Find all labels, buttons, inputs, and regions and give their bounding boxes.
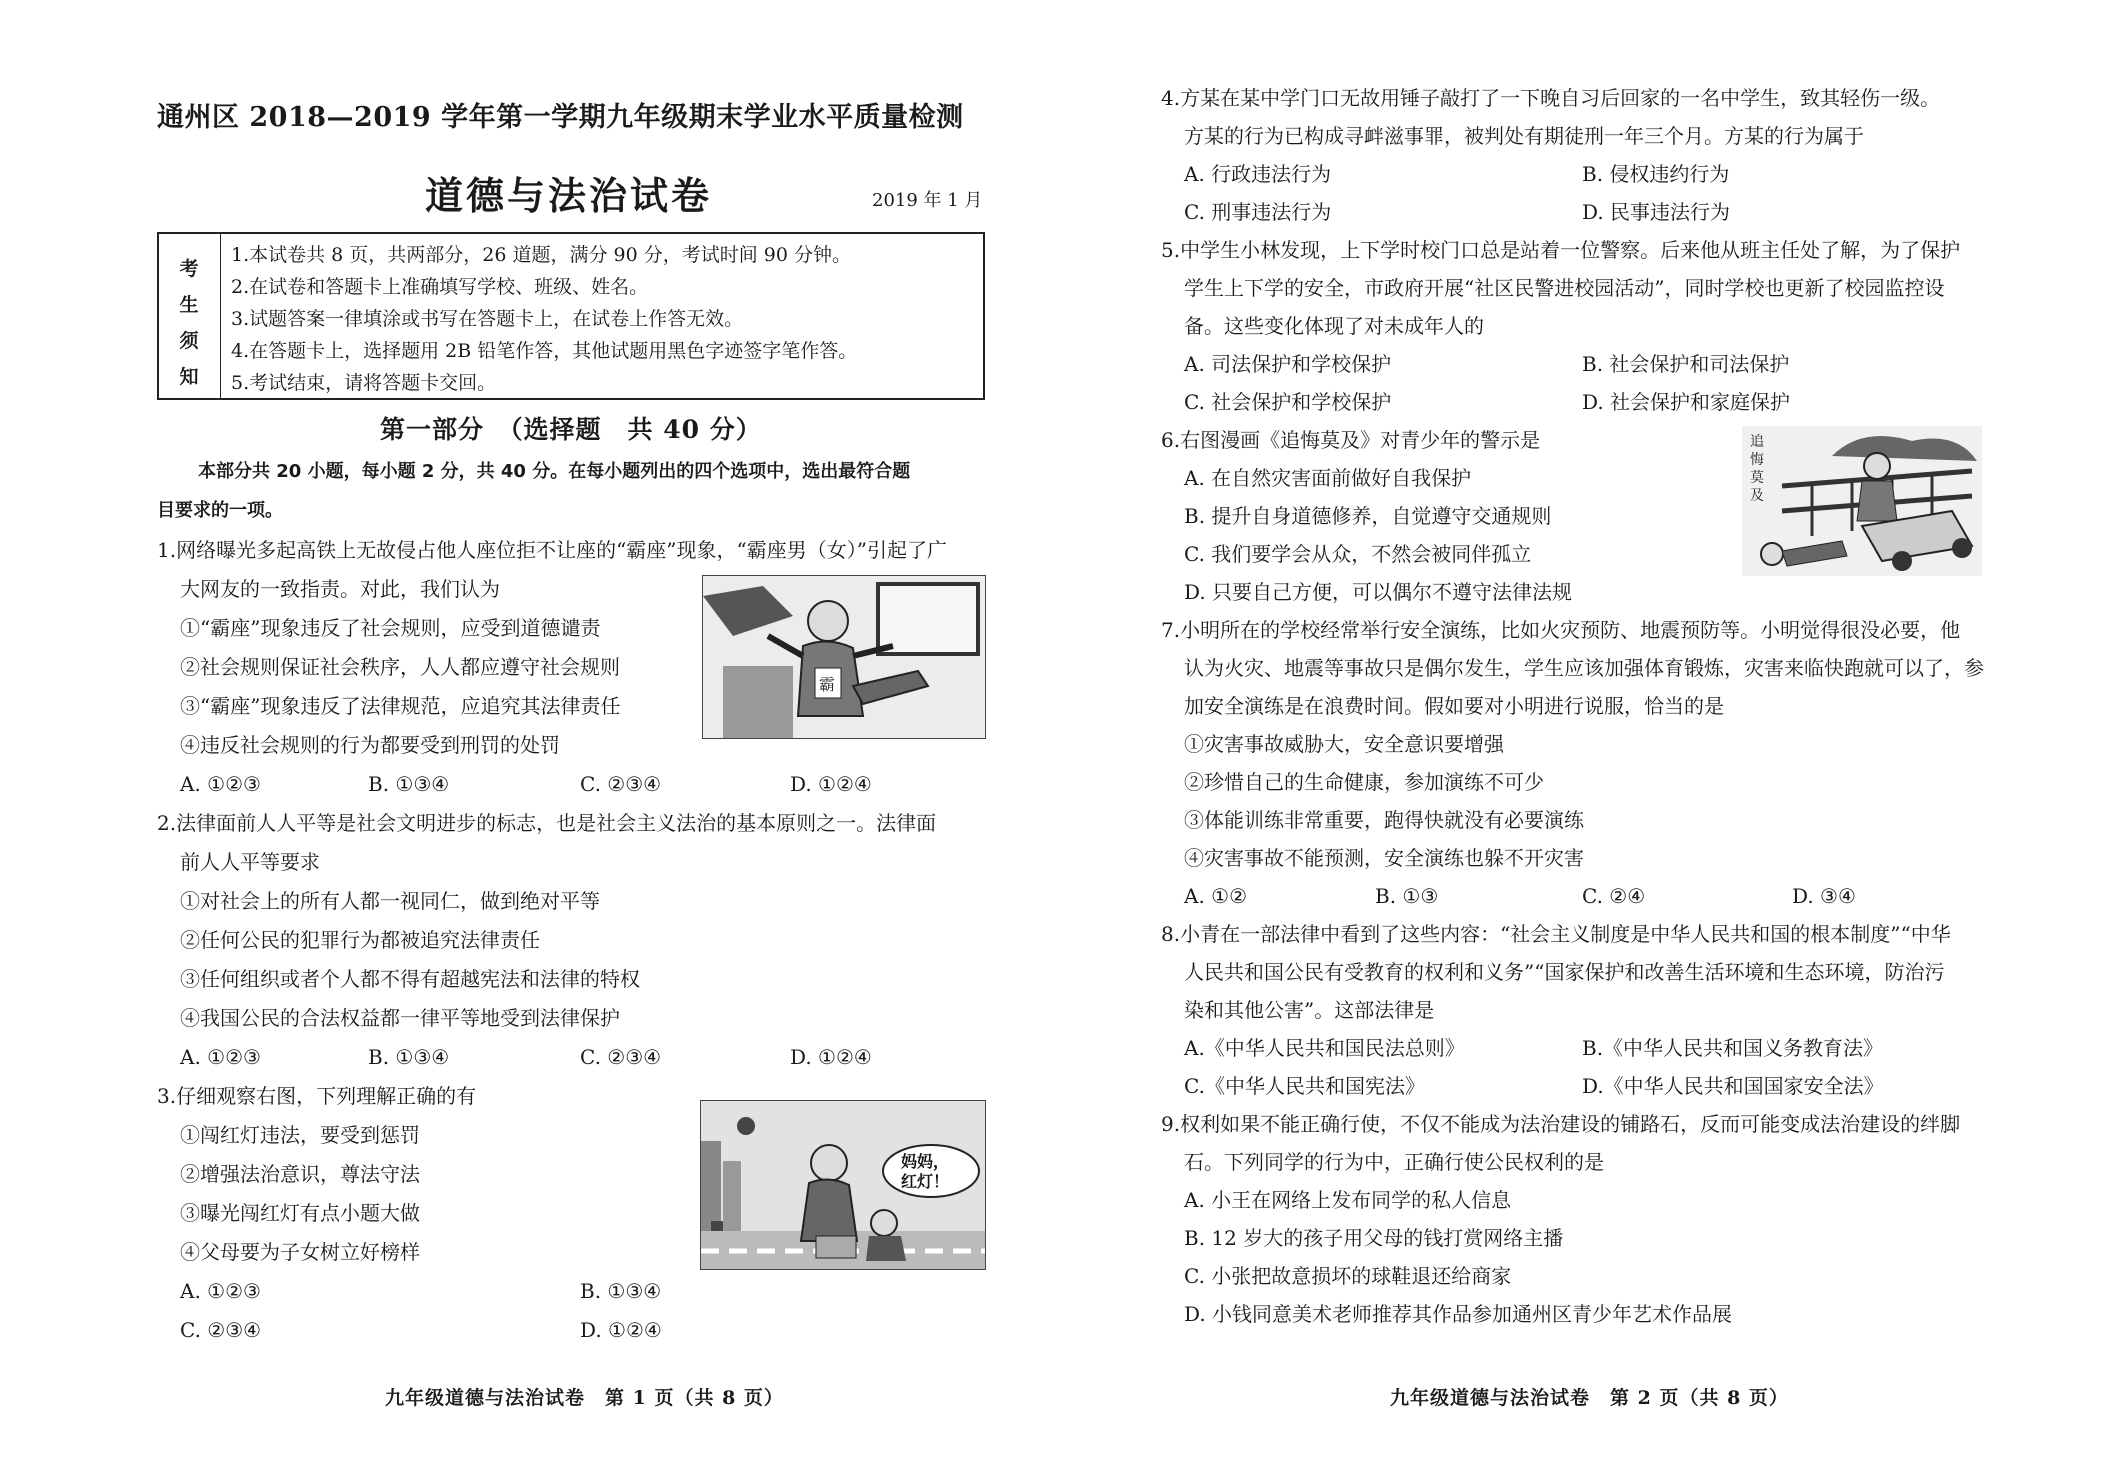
q5-stem: 5.中学生小林发现，上下学时校门口总是站着一位警察。后来他从班主任处了解，为了保护 bbox=[1161, 238, 1961, 262]
q2-stem-cont: 前人人平等要求 bbox=[180, 850, 320, 874]
regret-illustration bbox=[1742, 426, 1982, 576]
q7-statement-4: ④灾害事故不能预测，安全演练也躲不开灾害 bbox=[1184, 846, 1584, 870]
red-light-cartoon bbox=[700, 1100, 986, 1270]
q4-option-a[interactable]: A. 行政违法行为 bbox=[1184, 162, 1332, 186]
q7-stem-cont: 认为火灾、地震等事故只是偶尔发生，学生应该加强体育锻炼，灾害来临快跑就可以了，参 bbox=[1184, 656, 1984, 680]
q5-option-c[interactable]: C. 社会保护和学校保护 bbox=[1184, 390, 1392, 414]
q1-statement-2: ②社会规则保证社会秩序，人人都应遵守社会规则 bbox=[180, 655, 620, 679]
q1-stem: 1.网络曝光多起高铁上无故侵占他人座位拒不让座的“霸座”现象，“霸座男（女）”引起了广 bbox=[157, 538, 947, 562]
q3-statement-4: ④父母要为子女树立好榜样 bbox=[180, 1240, 420, 1264]
q8-stem-cont2: 染和其他公害”。这部法律是 bbox=[1184, 998, 1435, 1022]
q6-cartoon-caption bbox=[1750, 434, 1768, 504]
q4-option-d[interactable]: D. 民事违法行为 bbox=[1582, 200, 1731, 224]
q8-option-a[interactable]: A.《中华人民共和国民法总则》 bbox=[1184, 1036, 1465, 1060]
seat-hogging-illustration bbox=[703, 576, 985, 738]
q1-stem-cont: 大网友的一致指责。对此，我们认为 bbox=[180, 577, 500, 601]
q1-statement-1: ①“霸座”现象违反了社会规则，应受到道德谴责 bbox=[180, 616, 601, 640]
q6-stem: 6.右图漫画《追悔莫及》对青少年的警示是 bbox=[1161, 428, 1541, 452]
q2-option-c[interactable]: C. ②③④ bbox=[580, 1045, 662, 1069]
page-footer: 九年级道德与法治试卷 第 1 页（共 8 页） bbox=[385, 1387, 784, 1409]
q8-option-d[interactable]: D.《中华人民共和国国家安全法》 bbox=[1582, 1074, 1884, 1098]
q4-stem: 4.方某在某中学门口无故用锤子敲打了一下晚自习后回家的一名中学生，致其轻伤一级。 bbox=[1161, 86, 1941, 110]
q9-stem-cont: 石。下列同学的行为中，正确行使公民权利的是 bbox=[1184, 1150, 1604, 1174]
notice-box bbox=[157, 232, 985, 400]
q2-stem: 2.法律面前人人平等是社会文明进步的标志，也是社会主义法治的基本原则之一。法律面 bbox=[157, 811, 937, 835]
notice-item: 4.在答题卡上，选择题用 2B 铅笔作答，其他试题用黑色字迹签字笔作答。 bbox=[231, 340, 858, 362]
notice-item: 3.试题答案一律填涂或书写在答题卡上，在试卷上作答无效。 bbox=[231, 308, 744, 330]
q5-stem-cont: 学生上下学的安全，市政府开展“社区民警进校园活动”，同时学校也更新了校园监控设 bbox=[1184, 276, 1945, 300]
q8-stem-cont: 人民共和国公民有受教育的权利和义务”“国家保护和改善生活环境和生态环境，防治污 bbox=[1184, 960, 1945, 984]
q1-statement-4: ④违反社会规则的行为都要受到刑罚的处罚 bbox=[180, 733, 560, 757]
q2-statement-4: ④我国公民的合法权益都一律平等地受到法律保护 bbox=[180, 1006, 620, 1030]
q7-stem: 7.小明所在的学校经常举行安全演练，比如火灾预防、地震预防等。小明觉得很没必要，他 bbox=[1161, 618, 1961, 642]
q7-stem-cont2: 加安全演练是在浪费时间。假如要对小明进行说服，恰当的是 bbox=[1184, 694, 1724, 718]
q5-option-b[interactable]: B. 社会保护和司法保护 bbox=[1582, 352, 1790, 376]
q3-option-a[interactable]: A. ①②③ bbox=[180, 1279, 261, 1303]
q4-option-b[interactable]: B. 侵权违约行为 bbox=[1582, 162, 1730, 186]
q7-statement-1: ①灾害事故威胁大，安全意识要增强 bbox=[1184, 732, 1504, 756]
exam-header-title: 通州区 2018—2019 学年第一学期九年级期末学业水平质量检测 bbox=[157, 102, 964, 133]
q3-statement-3: ③曝光闯红灯有点小题大做 bbox=[180, 1201, 420, 1225]
q3-option-b[interactable]: B. ①③④ bbox=[580, 1279, 662, 1303]
q8-option-b[interactable]: B.《中华人民共和国义务教育法》 bbox=[1582, 1036, 1884, 1060]
exam-subject-title: 道德与法治试卷 bbox=[425, 173, 713, 218]
notice-item: 5.考试结束，请将答题卡交回。 bbox=[231, 372, 497, 394]
q1-option-c[interactable]: C. ②③④ bbox=[580, 772, 662, 796]
q2-option-d[interactable]: D. ①②④ bbox=[790, 1045, 872, 1069]
q9-option-a[interactable]: A. 小王在网络上发布同学的私人信息 bbox=[1184, 1188, 1512, 1212]
q1-option-b[interactable]: B. ①③④ bbox=[368, 772, 450, 796]
q8-stem: 8.小青在一部法律中看到了这些内容：“社会主义制度是中华人民共和国的根本制度”“中华 bbox=[1161, 922, 1951, 946]
q5-option-a[interactable]: A. 司法保护和学校保护 bbox=[1184, 352, 1392, 376]
notice-side-char: 考 bbox=[179, 258, 199, 280]
q6-option-a[interactable]: A. 在自然灾害面前做好自我保护 bbox=[1184, 466, 1472, 490]
q9-option-d[interactable]: D. 小钱同意美术老师推荐其作品参加通州区青少年艺术作品展 bbox=[1184, 1302, 1733, 1326]
q3-bubble-line1: 妈妈， bbox=[901, 1152, 950, 1171]
q9-option-b[interactable]: B. 12 岁大的孩子用父母的钱打赏网络主播 bbox=[1184, 1226, 1564, 1250]
page-footer: 九年级道德与法治试卷 第 2 页（共 8 页） bbox=[1390, 1387, 1789, 1409]
q2-statement-2: ②任何公民的犯罪行为都被追究法律责任 bbox=[180, 928, 540, 952]
caption-char: 及 bbox=[1750, 488, 1764, 504]
notice-item: 2.在试卷和答题卡上准确填写学校、班级、姓名。 bbox=[231, 276, 649, 298]
q3-bubble-line2: 红灯！ bbox=[901, 1172, 950, 1191]
q2-option-a[interactable]: A. ①②③ bbox=[180, 1045, 261, 1069]
q7-option-c[interactable]: C. ②④ bbox=[1582, 884, 1646, 908]
regret-cartoon bbox=[1742, 426, 1982, 576]
section-instructions: 本部分共 20 小题，每小题 2 分，共 40 分。在每小题列出的四个选项中，选出最符合题 bbox=[198, 461, 911, 482]
q6-option-b[interactable]: B. 提升自身道德修养，自觉遵守交通规则 bbox=[1184, 504, 1552, 528]
caption-char: 悔 bbox=[1750, 452, 1764, 468]
notice-side-label bbox=[159, 234, 221, 398]
q5-option-d[interactable]: D. 社会保护和家庭保护 bbox=[1582, 390, 1791, 414]
section-title: 第一部分 （选择题 共 40 分） bbox=[380, 415, 762, 444]
q3-statement-2: ②增强法治意识，尊法守法 bbox=[180, 1162, 420, 1186]
q2-statement-1: ①对社会上的所有人都一视同仁，做到绝对平等 bbox=[180, 889, 600, 913]
caption-char: 追 bbox=[1750, 434, 1764, 450]
q9-stem: 9.权利如果不能正确行使，不仅不能成为法治建设的铺路石，反而可能变成法治建设的绊脚 bbox=[1161, 1112, 1961, 1136]
q3-option-c[interactable]: C. ②③④ bbox=[180, 1318, 262, 1342]
q1-statement-3: ③“霸座”现象违反了法律规范，应追究其法律责任 bbox=[180, 694, 621, 718]
q2-option-b[interactable]: B. ①③④ bbox=[368, 1045, 450, 1069]
exam-page-2 bbox=[1062, 0, 2125, 1473]
q2-statement-3: ③任何组织或者个人都不得有超越宪法和法律的特权 bbox=[180, 967, 640, 991]
q1-option-a[interactable]: A. ①②③ bbox=[180, 772, 261, 796]
q6-option-c[interactable]: C. 我们要学会从众，不然会被同伴孤立 bbox=[1184, 542, 1532, 566]
q7-statement-3: ③体能训练非常重要，跑得快就没有必要演练 bbox=[1184, 808, 1584, 832]
q7-option-d[interactable]: D. ③④ bbox=[1792, 884, 1856, 908]
q4-option-c[interactable]: C. 刑事违法行为 bbox=[1184, 200, 1332, 224]
q3-statement-1: ①闯红灯违法，要受到惩罚 bbox=[180, 1123, 420, 1147]
section-instructions-cont: 目要求的一项。 bbox=[157, 500, 283, 521]
q9-option-c[interactable]: C. 小张把故意损坏的球鞋退还给商家 bbox=[1184, 1264, 1512, 1288]
q4-stem-cont: 方某的行为已构成寻衅滋事罪，被判处有期徒刑一年三个月。方某的行为属于 bbox=[1184, 124, 1864, 148]
q1-option-d[interactable]: D. ①②④ bbox=[790, 772, 872, 796]
exam-date: 2019 年 1 月 bbox=[872, 190, 983, 211]
q7-option-a[interactable]: A. ①② bbox=[1184, 884, 1248, 908]
q8-option-c[interactable]: C.《中华人民共和国宪法》 bbox=[1184, 1074, 1425, 1098]
q5-stem-cont2: 备。这些变化体现了对未成年人的 bbox=[1184, 314, 1484, 338]
q1-cartoon-badge: 霸 bbox=[819, 675, 836, 694]
exam-page-1 bbox=[0, 0, 1062, 1473]
q7-option-b[interactable]: B. ①③ bbox=[1375, 884, 1439, 908]
red-light-illustration bbox=[701, 1101, 985, 1269]
q3-option-d[interactable]: D. ①②④ bbox=[580, 1318, 662, 1342]
q7-statement-2: ②珍惜自己的生命健康，参加演练不可少 bbox=[1184, 770, 1544, 794]
notice-side-char: 生 bbox=[179, 294, 199, 316]
caption-char: 莫 bbox=[1750, 470, 1764, 486]
q3-stem: 3.仔细观察右图，下列理解正确的有 bbox=[157, 1084, 477, 1108]
q6-option-d[interactable]: D. 只要自己方便，可以偶尔不遵守法律法规 bbox=[1184, 580, 1573, 604]
notice-side-char: 须 bbox=[179, 330, 199, 352]
seat-hogging-cartoon bbox=[702, 575, 986, 739]
notice-item: 1.本试卷共 8 页，共两部分，26 道题，满分 90 分，考试时间 90 分钟。 bbox=[231, 244, 852, 266]
notice-side-char: 知 bbox=[179, 366, 199, 388]
